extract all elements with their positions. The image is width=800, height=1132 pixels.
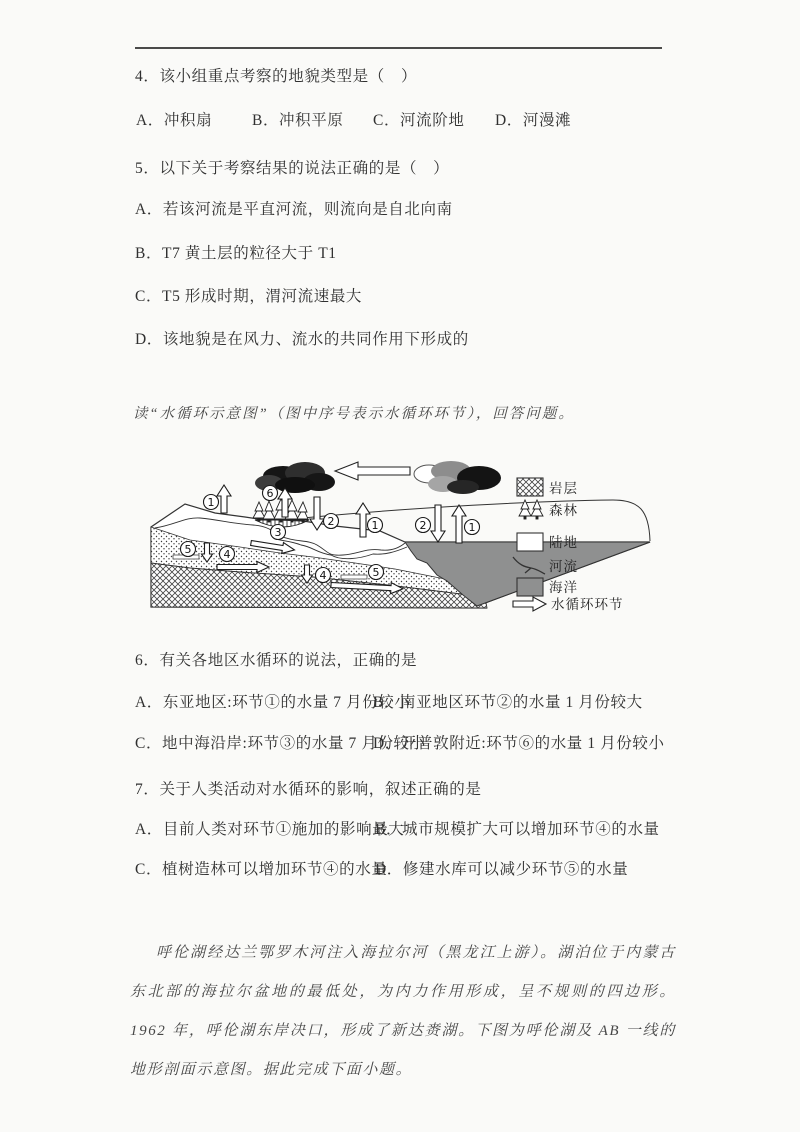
- svg-text:4: 4: [223, 548, 231, 561]
- marker-evap-sea: [465, 520, 480, 535]
- forest-icon: [253, 499, 309, 527]
- question-5-option-b: B．T7 黄土层的粒径大于 T1: [135, 245, 337, 262]
- svg-text:4: 4: [319, 569, 327, 582]
- svg-text:森林: 森林: [549, 503, 578, 518]
- svg-text:河流: 河流: [549, 559, 578, 574]
- marker-evaporation: [204, 495, 219, 510]
- svg-text:海洋: 海洋: [549, 580, 578, 595]
- section-divider: [135, 47, 662, 49]
- svg-text:陆地: 陆地: [549, 535, 578, 550]
- marker-runoff: [271, 525, 286, 540]
- svg-text:3: 3: [274, 526, 282, 539]
- legend-rock: [517, 478, 578, 496]
- hulun-lake-passage: 呼伦湖经达兰鄂罗木河注入海拉尔河（黑龙江上游）。湖泊位于内蒙古东北部的海拉尔盆地的最低处，为内力作用形成，呈不规则的四边形。1962 年，呼伦湖东岸决口，形成了新达赉湖。下图为呼伦湖及 AB 一线的地形剖面示意图。据此完成下面小题。: [130, 945, 676, 1078]
- marker-groundwater-1: [220, 547, 235, 562]
- question-4-option-a: A．冲积扇: [136, 112, 213, 129]
- question-4-option-b: B．冲积平原: [252, 112, 344, 129]
- question-6-option-d: D．开普敦附近:环节⑥的水量 1 月份较小: [373, 735, 665, 752]
- question-5-stem: 5．以下关于考察结果的说法正确的是（ ）: [135, 160, 450, 177]
- svg-text:2: 2: [419, 519, 427, 532]
- question-5-option-a: A．若该河流是平直河流，则流向是自北向南: [135, 201, 453, 218]
- question-7-option-b: B．城市规模扩大可以增加环节④的水量: [375, 821, 660, 838]
- marker-precip-sea: [416, 518, 431, 533]
- question-7-option-c: C．植树造林可以增加环节④的水量: [135, 861, 388, 878]
- svg-text:1: 1: [371, 519, 379, 532]
- marker-evap-mid: [368, 518, 383, 533]
- question-7-option-a: A．目前人类对环节①施加的影响最大: [135, 821, 405, 838]
- svg-text:5: 5: [372, 566, 380, 579]
- evaporation-arrow: [217, 485, 231, 513]
- svg-text:1: 1: [207, 496, 215, 509]
- svg-text:6: 6: [266, 487, 274, 500]
- marker-precip-land: [324, 514, 339, 529]
- cloud-right-icon: [414, 461, 501, 494]
- water-cycle-diagram: [145, 455, 695, 640]
- marker-undersea-flow: [369, 565, 384, 580]
- question-5-option-c: C．T5 形成时期，渭河流速最大: [135, 288, 363, 305]
- question-7-stem: 7．关于人类活动对水循环的影响，叙述正确的是: [135, 781, 482, 798]
- marker-groundwater-2: [316, 568, 331, 583]
- question-6-option-a: A．东亚地区:环节①的水量 7 月份较小: [135, 694, 411, 711]
- legend-sea: [517, 578, 578, 596]
- legend-cycle-arrow: [513, 596, 624, 612]
- question-6-option-c: C．地中海沿岸:环节③的水量 7 月份较小: [135, 735, 426, 752]
- evaporation-sea-arrow: [452, 505, 466, 543]
- question-5-option-d: D．该地貌是在风力、流水的共同作用下形成的: [135, 331, 469, 348]
- question-4-option-d: D．河漫滩: [495, 112, 572, 129]
- question-4-stem: 4．该小组重点考察的地貌类型是（ ）: [135, 68, 418, 85]
- svg-text:1: 1: [468, 521, 476, 534]
- vapor-transport-arrow: [335, 462, 410, 480]
- question-7-option-d: D．修建水库可以减少环节⑤的水量: [375, 861, 629, 878]
- marker-infiltration: [181, 542, 196, 557]
- precipitation-sea-arrow: [431, 505, 445, 542]
- question-6-stem: 6．有关各地区水循环的说法，正确的是: [135, 652, 418, 669]
- water-cycle-intro: 读“水循环示意图”（图中序号表示水循环环节），回答问题。: [133, 406, 575, 422]
- svg-text:2: 2: [327, 515, 335, 528]
- marker-transpiration: [263, 486, 278, 501]
- svg-text:岩层: 岩层: [549, 481, 578, 496]
- svg-text:5: 5: [184, 543, 192, 556]
- question-6-option-b: B．南亚地区环节②的水量 1 月份较大: [373, 694, 643, 711]
- question-4-option-c: C．河流阶地: [373, 112, 465, 129]
- svg-text:水循环环节: 水循环环节: [551, 597, 624, 612]
